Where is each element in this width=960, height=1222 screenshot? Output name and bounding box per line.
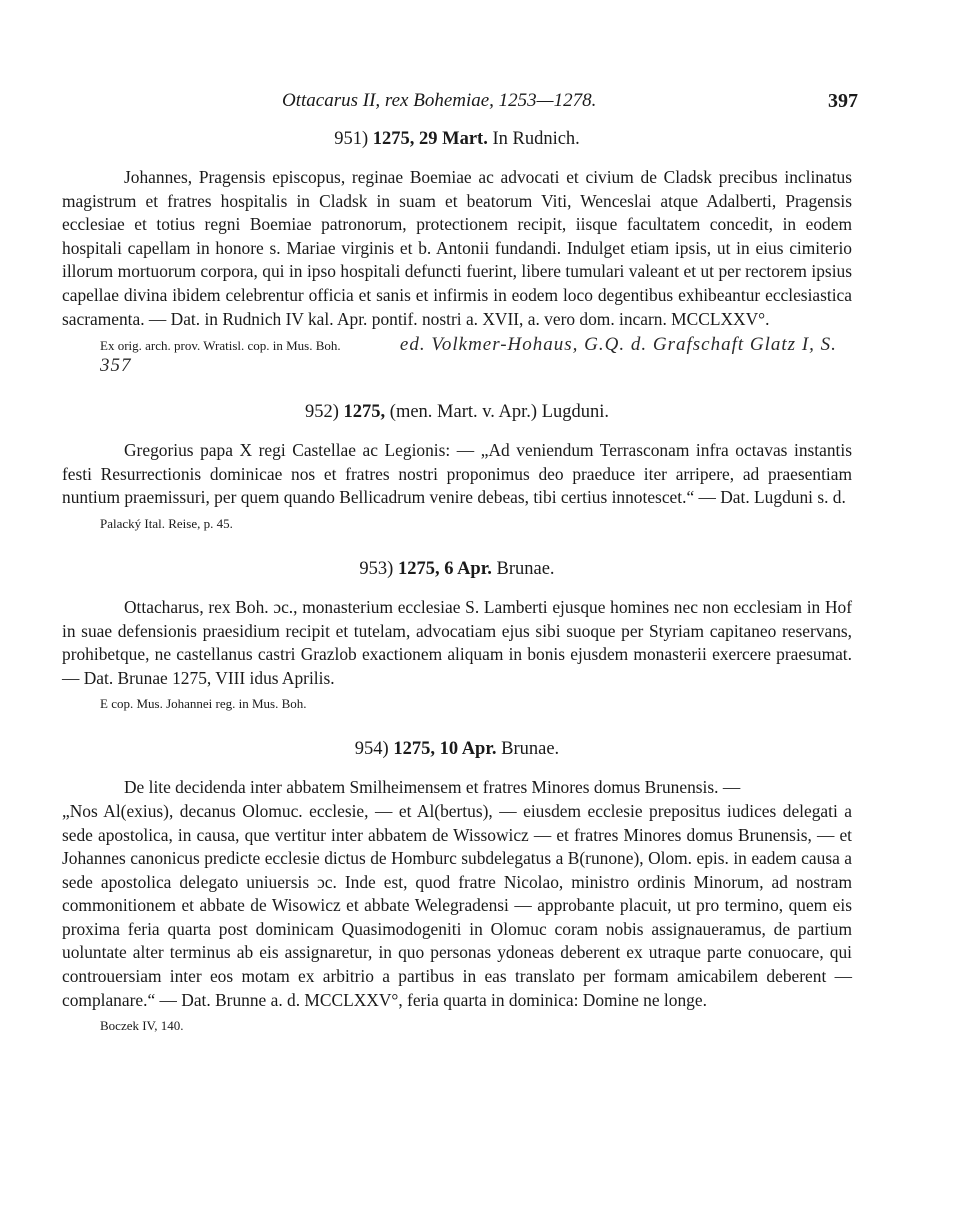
entry-number: 951) [334, 129, 369, 149]
entry-heading [62, 399, 852, 425]
entry-date: 1275, 29 Mart. [372, 129, 488, 149]
handwritten-annotation: ed. Volkmer-Hohaus, G.Q. d. Grafschaft Glatz I, S. 357 [100, 334, 837, 377]
entry-source: E cop. Mus. Johannei reg. in Mus. Boh. [100, 696, 307, 712]
entry-text: „Nos Al(exius), decanus Olomuc. ecclesie, — et Al(bertus), — eiusdem ecclesie prepositus iudices delegati a sede apostolica, in causa, que vertitur inter abbatem de Wissowicz — et fratres Minores domus Brunensis, — et Johannes canonicus predicte ecclesie dictus de Homburc subdelegatus a B(runone), Olom. epis. in eadem causa a sede apostolica delegato uniuersis ɔc. Inde est, quod fratre Nicolao, ministro ordinis Minorum, ad nostram commonitionem et abbate de Wisowicz et abbate Welegradensi — approbante placuit, ut pro termino, quem eis proxima feria quarta post dominicam Quasimodogeniti in Olomuc coram nobis assignaueramus, de partium uoluntate alter terminus ab eis assignaretur, in quo personas ydoneas deberent ex utraque parte conuocare, qui controuersiam inter eos motam ex arbitrio a partibus in eas translato per formam amicabilem deberent — complanare.“ — Dat. Brunne a. d. MCCLXXV°, feria quarta in dominica: Domine ne longe. [62, 800, 852, 1010]
entry-number: 954) [354, 739, 389, 760]
entry-number: 952) [304, 402, 339, 423]
entry-place: Brunae. [496, 558, 555, 579]
document-page [62, 90, 858, 1036]
entry-date: 1275, [343, 402, 386, 423]
entry-date: 1275, 10 Apr. [393, 739, 497, 760]
entry-place: Brunae. [501, 739, 560, 760]
entry-heading [62, 126, 852, 152]
entry-summary: De lite decidenda inter abbatem Smilheimensem et fratres Minores domus Brunensis. — [124, 777, 741, 798]
source-citation: Ex orig. arch. prov. Wratisl. cop. in Mus. Boh. [100, 338, 341, 354]
entry-date: 1275, 6 Apr. [397, 558, 492, 579]
entry-text: Gregorius papa X regi Castellae ac Legionis: — „Ad veniendum Terrasconam infra octavas instantis festi Resurrectionis dominicae nos et fratres nostri proponimus deo praeduce iter arripere, ad praesentiam nuntium praemissuri, per quem quando Bellicadrum venire debeas, tibi certius innotescet.“ — Dat. Lugduni s. d. [62, 440, 852, 508]
entry-text: Ottacharus, rex Boh. ɔc., monasterium ecclesiae S. Lamberti ejusque homines nec non ecclesiam in Hof in suae defensionis praesidium recipit et tutelam, advocatiam ejus sibi suoque per Styriam capitaneo reservans, prohibetque, ne castellanus castri Grazlob exactionem aliquam in bonis ejusdem monasterii exercere praesumat. — Dat. Brunae 1275, VIII idus Aprilis. [62, 596, 852, 688]
running-head-title: Ottacarus II, rex Bohemiae, 1253—1278. [282, 90, 597, 111]
entry-source: Palacký Ital. Reise, p. 45. [100, 515, 233, 531]
running-head [62, 90, 858, 126]
entry-place: In Rudnich. [492, 129, 580, 149]
page-number: 397 [828, 90, 858, 112]
entry-heading [62, 736, 852, 762]
entry-number: 953) [359, 558, 394, 579]
entry-heading [62, 556, 852, 582]
entry-source [100, 335, 852, 377]
entry-text: Johannes, Pragensis episcopus, reginae Boemiae ac advocati et civium de Cladsk precibus inclinatus magistrum et fratres hospitalis in Cladsk in suam et beatorum Viti, Wenceslai atque Adalberti, Pragensis ecclesiae et totius regni Boemiae patronorum, protectionem recipit, iisque facultatem concedit, in eodem hospitali capellam in honore s. Mariae virginis et b. Antonii fundandi. Indulget etiam ipsis, ut in eius cimiterio illorum mortuorum corpora, qui in ipso hospitali defuncti fuerint, libere tumulari valeant et ut per rectorem ipsius capellae divina ibidem celebrentur officia et sanis et infirmis in eodem loco degentibus exhibeantur ecclesiastica sacramenta. — Dat. in Rudnich IV kal. Apr. pontif. nostri a. XVII, a. vero dom. incarn. MCCLXXV°. [62, 167, 852, 329]
entry-place: (men. Mart. v. Apr.) Lugduni. [389, 402, 610, 423]
entry-source: Boczek IV, 140. [100, 1018, 184, 1034]
